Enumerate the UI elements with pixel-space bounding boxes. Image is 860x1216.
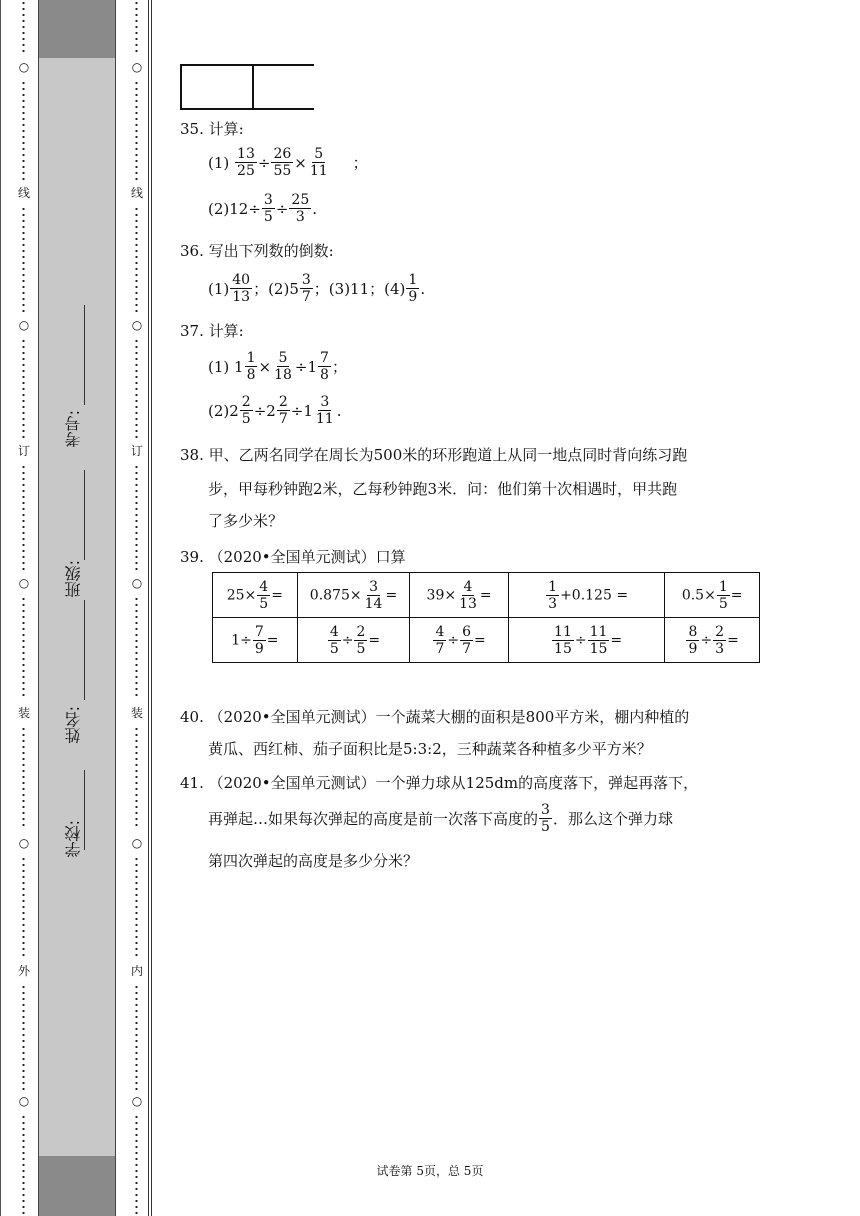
fraction: $\frac{13}{25}$ bbox=[237, 146, 255, 179]
q38-line3: 了多少米？ bbox=[208, 512, 284, 530]
q38-line1: 38. 甲、乙两名同学在周长为500米的环形跑道上从同一地点同时背向练习跑 bbox=[180, 446, 688, 464]
inner-mark-1: ○ bbox=[131, 60, 143, 74]
class-blank bbox=[84, 470, 85, 560]
fraction: $\frac{40}{13}$ bbox=[232, 272, 251, 305]
q37-title: 37. 计算: bbox=[180, 322, 244, 340]
binding-band bbox=[38, 0, 116, 1216]
q36-items: (1) $\frac{40}{13}$ ；(2)5 $\frac{3}{7}$ ；(3)11；(4) $\frac{1}{9}$ . bbox=[208, 272, 426, 305]
fraction: $\frac{5}{11}$ bbox=[309, 146, 328, 179]
exam-no-label: 考号: bbox=[64, 410, 83, 448]
page-footer: 试卷第 5页，总 5页 bbox=[376, 1164, 484, 1178]
fraction: $\frac{2}{7}$ bbox=[278, 394, 288, 427]
score-box bbox=[180, 64, 314, 110]
fraction: $\frac{1}{8}$ bbox=[246, 350, 256, 383]
outer-mark-1: ○ bbox=[18, 60, 30, 74]
q38-line2: 步，甲每秒钟跑2米，乙每秒钟跑3米．问：他们第十次相遇时，甲共跑 bbox=[208, 480, 678, 498]
inner-mark-4: 订 bbox=[130, 444, 143, 458]
oral-calc-table bbox=[212, 572, 760, 663]
inner-mark-6: 装 bbox=[130, 706, 143, 720]
outer-mark-9: ○ bbox=[18, 1094, 30, 1108]
q41-line3: 第四次弹起的高度是多少分米？ bbox=[208, 852, 419, 870]
name-blank bbox=[84, 600, 85, 700]
fraction: $\frac{1}{9}$ bbox=[408, 272, 418, 305]
table-cell: $\frac{4}{7}$ ÷ $\frac{6}{7}$ = bbox=[410, 618, 509, 663]
table-cell: 1÷ $\frac{7}{9}$ = bbox=[213, 618, 298, 663]
school-label: 学校: bbox=[64, 820, 83, 858]
inner-border-line bbox=[148, 0, 152, 1216]
class-label: 班级: bbox=[64, 560, 83, 598]
q35-part1: (1) $\frac{13}{25}$ ÷ $\frac{26}{55}$ × $\frac{5}{11}$ ； bbox=[208, 146, 368, 179]
table-cell: $\frac{11}{15}$ ÷ $\frac{11}{15}$ = bbox=[508, 618, 664, 663]
table-cell: 0.875× $\frac{3}{14}$ = bbox=[297, 573, 410, 618]
q40-line2: 黄瓜、西红柿、茄子面积比是5:3:2，三种蔬菜各种植多少平方米？ bbox=[208, 740, 652, 758]
table-cell: $\frac{1}{3}$ +0.125 = bbox=[508, 573, 664, 618]
fraction: $\frac{3}{11}$ bbox=[315, 394, 334, 427]
table-cell: $\frac{4}{5}$ ÷ $\frac{2}{5}$ = bbox=[297, 618, 410, 663]
inner-mark-5: ○ bbox=[131, 576, 143, 590]
inner-mark-3: ○ bbox=[131, 318, 143, 332]
outer-border-line bbox=[0, 0, 4, 1216]
fraction: $\frac{3}{5}$ bbox=[541, 802, 550, 835]
fraction: $\frac{2}{5}$ bbox=[241, 394, 251, 427]
q41-line1: 41. （2020•全国单元测试）一个弹力球从125dm的高度落下，弹起再落下， bbox=[180, 774, 699, 792]
school-blank bbox=[84, 770, 85, 850]
table-cell: 0.5× $\frac{1}{5}$ = bbox=[665, 573, 760, 618]
inner-mark-8: 内 bbox=[130, 964, 143, 978]
table-cell: 25× $\frac{4}{5}$ = bbox=[213, 573, 298, 618]
outer-mark-5: ○ bbox=[18, 576, 30, 590]
outer-dotted-column bbox=[17, 0, 31, 1216]
inner-mark-2: 线 bbox=[130, 186, 143, 200]
fraction: $\frac{3}{5}$ bbox=[263, 192, 273, 225]
outer-mark-4: 订 bbox=[17, 444, 30, 458]
table-row bbox=[213, 573, 760, 618]
fraction: $\frac{5}{18}$ bbox=[274, 350, 292, 383]
q40-line1: 40. （2020•全国单元测试）一个蔬菜大棚的面积是800平方米，棚内种植的 bbox=[180, 708, 690, 726]
inner-mark-9: ○ bbox=[131, 1094, 143, 1108]
q37-part1: (1) 1 $\frac{1}{8}$ × $\frac{5}{18}$ ÷1 $\frac{7}{8}$ ； bbox=[208, 350, 347, 383]
fraction: $\frac{3}{7}$ bbox=[301, 272, 311, 305]
outer-mark-7: ○ bbox=[18, 836, 30, 850]
name-label: 姓名: bbox=[64, 706, 83, 744]
inner-dotted-column bbox=[130, 0, 144, 1216]
table-cell: 39× $\frac{4}{13}$ = bbox=[410, 573, 509, 618]
outer-mark-6: 装 bbox=[17, 706, 30, 720]
band-top-block bbox=[39, 0, 115, 58]
inner-mark-7: ○ bbox=[131, 836, 143, 850]
fraction: $\frac{7}{8}$ bbox=[320, 350, 329, 383]
q39-title: 39. （2020•全国单元测试）口算 bbox=[180, 548, 406, 566]
exam-no-blank bbox=[84, 305, 85, 405]
outer-mark-2: 线 bbox=[17, 186, 30, 200]
table-row bbox=[213, 618, 760, 663]
q35-part2: (2)12 ÷ $\frac{3}{5}$ ÷ $\frac{25}{3}$ . bbox=[208, 192, 318, 225]
q37-part2: (2)2 $\frac{2}{5}$ ÷2 $\frac{2}{7}$ ÷1 $\frac{3}{11}$ . bbox=[208, 394, 342, 427]
table-cell: $\frac{8}{9}$ ÷ $\frac{2}{3}$ = bbox=[665, 618, 760, 663]
q41-line2: 再弹起…如果每次弹起的高度是前一次落下高度的 $\frac{3}{5}$ ．那么这个弹力球 bbox=[208, 802, 673, 835]
q36-title: 36. 写出下列数的倒数: bbox=[180, 242, 334, 260]
q35-title: 35. 计算: bbox=[180, 120, 244, 138]
outer-mark-8: 外 bbox=[17, 964, 30, 978]
fraction: $\frac{26}{55}$ bbox=[273, 146, 292, 179]
outer-mark-3: ○ bbox=[18, 318, 30, 332]
fraction: $\frac{25}{3}$ bbox=[291, 192, 310, 225]
